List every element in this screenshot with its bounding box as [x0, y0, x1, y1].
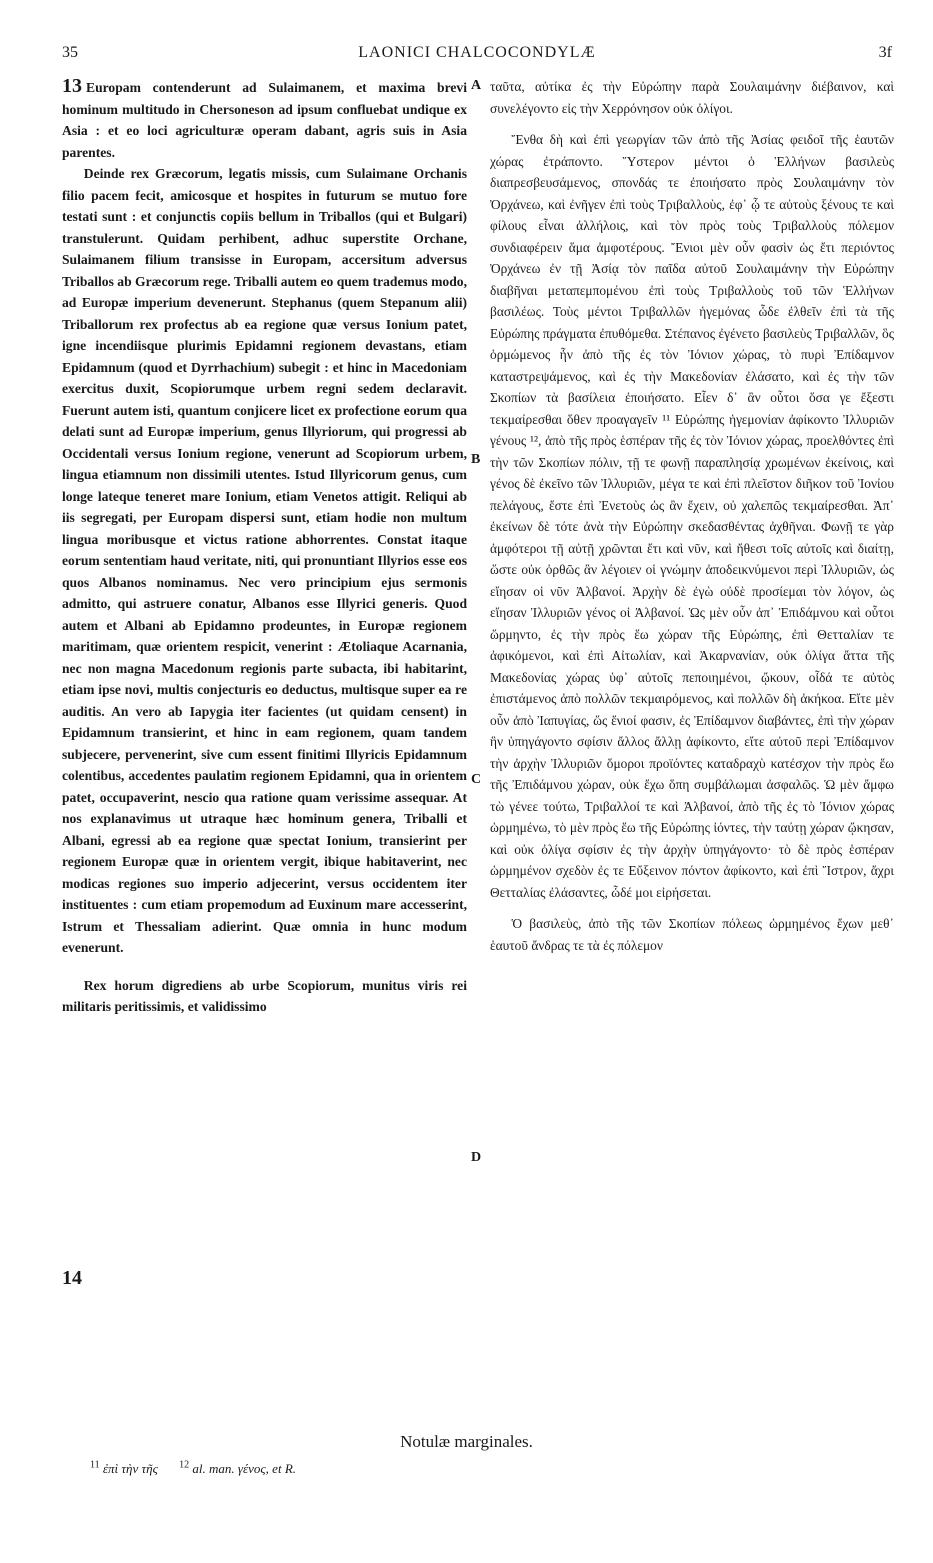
page-number-right: 3f: [878, 44, 892, 61]
note-marker: 11: [90, 1460, 100, 1471]
note-marker: 12: [179, 1460, 190, 1471]
greek-column: [490, 76, 894, 956]
greek-paragraph: Ἔνθα δὴ καὶ ἐπὶ γεωργίαν τῶν ἀπὸ τῆς Ἀσίας φειδοῖ τῆς ἑαυτῶν χώρας ἐτράποντο. Ὕστερον μέντοι ὁ Ἑλλήνων βασιλεὺς διαπρεσβευσάμενος, σπονδάς τε ἐποιήσατο πρὸς Σουλαιμάνην τὸν Ὀρχάνεω, καὶ ἐνῆγεν ἐπὶ τοὺς Τριβαλλοὺς, ἐφ᾽ ᾧ τε αὐτοὺς ξένους τε καὶ φίλους εἶναι ἀλλήλοις, καὶ τὸν πρὸς τοὺς Τριβαλλοὺς πόλεμον συνδιαφέρειν ἅμα ἀμφοτέρους. Ἔνιοι μὲν οὖν φασὶν ὡς ἔτι περιόντος Ὀρχάνεω ἐν τῇ Ἀσίᾳ τὸν παῖδα αὐτοῦ Σουλαιμάνην τὴν Εὐρώπην διαβῆναι μεταπεμπομένου ἐπὶ τοὺς Τριβαλλοὺς τοῦ τῶν Ἑλλήνων βασιλέως. Τοὺς μέντοι Τριβαλλῶν ἡγεμόνας ὧδε ἐλθεῖν ἐπὶ τὰ τῆς Εὐρώπης πράγματα ἐπυθόμεθα. Στέπανος ἐγένετο βασιλεὺς Τριβαλλῶν, ὃς ὁρμώμενος ἦν ἀπὸ τῆς ἐς τὸν Ἰόνιον χώρας, τὸ πυρὶ Ἐπίδαμνον καταστρεψάμενος, καὶ ἐς τὴν Μακεδονίαν ἐλάσατο, καὶ ἐς τὴν τῶν Σκοπίων τὰ βασίλεια ἐποιήσατο. Εἶεν δ᾽ ἂν οὗτοι ὅσα γε ἔξεστι τεκμαίρεσθαι ὅθεν προαγαγεῖν ¹¹ Εὐρώπης ἡγεμονίαν ἀφίκοντο Ἰλλυριῶν γένους ¹², ἀπὸ τῆς πρὸς ἑσπέραν τῆς ἐς τὸν Ἰόνιον χώρας, προελθόντες ἐπὶ τὴν τῶν Σκοπίων πόλιν, τῇ τε φωνῇ παραπλησίᾳ χρωμένων ἐκείνοις, καὶ γένος δὲ ἐκεῖνο τῶν Ἰλλυριῶν, μέγα τε καὶ ἐπὶ πλεῖστον διῆκον τοῦ Ἰονίου πελάγους, ἔστε ἐπὶ Ἐνετοὺς ὡς ἂν ἔχειν, οὐ χαλεπῶς τεκμαίρεσθαι. Ἀπ᾽ ἐκείνων δὲ τότε ἀνὰ τὴν Εὐρώπην σκεδασθέντας ἀχθῆναι. Φωνῇ τε γὰρ ἀμφότεροι τῇ αὐτῇ χρῶνται ἔτι καὶ νῦν, καὶ ἤθεσι τοῖς αὐτοῖς καὶ διαίτῃ, ὥστε οὐκ ὀρθῶς ἂν λέγοιεν οἱ γνώμην ἀποδεικνύμενοι περὶ Ἰλλυριῶν, ὡς εἴησαν οἱ νῦν Ἀλβανοί. Ἀρχὴν δὲ ἐγὼ οὐδὲ προσίεμαι τὸν λόγον, ὡς εἴησαν Ἰλλυριῶν γένος οἱ Ἀλβανοί. Ὡς μὲν οὖν ἀπ᾽ Ἐπιδάμνου καὶ οὗτοι ὥρμηντο, ἐς τὴν πρὸς ἕω χώραν τῆς Εὐρώπης, ἐπὶ Θετταλίαν τε ἀφικόμενοι, καὶ ἐπὶ Αἰτωλίαν, καὶ Ἀκαρνανίαν, οὐκ ὀλίγα ἄττα τῆς Μακεδονίας χώρας ὑφ᾽ αὑτοῖς πεποιημένοι, ᾤκουν, οἶδά τε αὐτὸς ἐπιστάμενος ἀπὸ πολλῶν τεκμαιρόμενος, καὶ πολλῶν δὴ ἀκήκοα. Εἴτε μὲν οὖν ἀπὸ Ἰαπυγίας, ὥς ἔνιοί φασιν, ἐς Ἐπίδαμνον διαβάντες, ἐπὶ τὴν χώραν ἣν ὑπηγάγοντο σφίσιν ἄλλος ἄλλῃ ἀφίκοντο, εἴτε αὐτοῦ περὶ Ἐπίδαμνον τὴν ἀρχὴν Ἰλλυριῶν ὅμοροι προϊόντες καταδραχὺ κατέσχον τὴν πρὸς ἕω τῆς Ἐπιδάμνου χώραν, οὐκ ἔχω ὅπη συμβάλωμαι ἀσφαλῶς. Ὡ μὲν ἄμφω τὼ γένεε τούτω, Τριβαλλοί τε καὶ Ἀλβανοί, ἀπὸ τῆς ἐς τὸ Ἰόνιον χώρας ὡρμημένω, τὸ μὲν πρὸς ἕω τῆς Εὐρώπης ἰόντες, τὴν ταύτῃ χώραν ᾤκησαν, καὶ οὐκ ὀλίγα σφίσιν ἐς τὴν ἀρχὴν ὑπηγάγοντο· τὸ δὲ πρὸς ἑσπέραν ὡρμημένον σχεδὸν ἐς τε Εὔξεινον πόντον ἀφίκοντο, καὶ ἐπὶ Ἴστρον, ἄχρι Θετταλίας ἐλάσαντες, ὧδέ μοι εἰρήσεται.: [490, 132, 894, 900]
note-11: [90, 1461, 158, 1476]
note-text: ἐπὶ τὴν τῆς: [102, 1461, 158, 1477]
page-number-left: 35: [62, 44, 78, 61]
marginal-notes: [90, 1460, 314, 1477]
page-header: [62, 44, 892, 70]
margin-letter: C: [471, 772, 482, 787]
margin-letter: D: [471, 1150, 482, 1165]
latin-column: [62, 76, 467, 1018]
latin-paragraph: Deinde rex Græcorum, legatis missis, cum Sulaimane Orchanis filio pacem fecit, amicosque et hospites in futurum se mutuo fore testati sunt : et conjunctis copiis bellum in Triballos (qui et Bulgari) transtulerunt. Quidam perhibent, adhuc superstite Orchane, Sulaimanem filium transisse in Europam, accersitum adversus Triballos ab Græcorum rege. Triballi autem eo quem trademus modo, ad Europæ imperium devenerunt. Stephanus (quem Stepanum alii) Triballorum rex profectus ab ea regione quæ versus Ionium patet, igne incendiisque plurimis Epidamni regionem devastans, etiam Epidamnum (quod et Dyrrhachium) subegit : et hinc in Macedoniam exercitus duxit, Scopiorumque urbem regni sedem declaravit. Fuerunt autem isti, quantum conjicere licet ex profectione eorum qua delati sunt ad Europæ imperium, genus Illyriorum, qui progressi ab Occidentali versus Ionium regione, venerunt ad Scopiorum urbem, lingua etiamnum non dissimili utentes. Istud Illyricorum genus, cum longe lateque teneret mare Ionium, etiam Venetos attigit. Reliqui ab iis segregati, per Europam dispersi sunt, etiam hodie non multum lingua moribusque et victus ratione abhorrentes. Constat itaque eorum sententiam haud veritate, niti, qui pronuntiant Illyrios esse eos quos Albanos nominamus. Nec vero principium ejus sermonis admitto, qui astruere conatur, Albanos esse Illyrici generis. Quod autem et Albani ab Epidamno prodeuntes, in Europæ regionem maritimam, quæ orientem respicit, venerint : Ætoliaque Acarnania, nec non magna Macedonum regionis parte subacta, ibi habitarint, etiam ipse novi, multis conjecturis eo deductus, multisque super ea re auditis. An vero ab Iapygia iter facientes (ut quidam censent) in Epidamnum transierint, et hinc in eam regionem, quam tandem subjecere, pervenerint, sive cum essent finitimi Illyricis Epidamnum colentibus, accedentes paulatim regionem Epidamni, qua in orientem patet, occupaverint, nescio qua ratione quam verissime assequar. At nos explanavimus ut utraque hæc hominum genera, Triballi et Albani, egressi ab ea regione quæ spectat Ionium, transierint per regionem Europæ quæ in orientem vergit, ibique habitaverint, nec modicas regiones suo imperio adjecerint, versus occidentem iter instituentes : cum etiam propemodum ad Euxinum mare accesserint, Istrum et Thessaliam adierint. Quæ omnia in hunc modum evenerunt.: [62, 166, 467, 955]
greek-paragraph: ταῦτα, αὐτίκα ἐς τὴν Εὐρώπην παρὰ Σουλαιμάνην διέβαινον, καὶ συνελέγοντο εἰς τὴν Χερρόνησον οὐκ ὀλίγοι.: [490, 79, 894, 116]
running-title: LAONICI CHALCOCONDYLÆ: [358, 44, 596, 61]
chapter-number: 14: [62, 1267, 82, 1289]
chapter-number: 13: [62, 75, 82, 97]
note-12: [179, 1461, 296, 1476]
margin-letter: B: [471, 452, 481, 467]
greek-paragraph: Ὁ βασιλεὺς, ἀπὸ τῆς τῶν Σκοπίων πόλεως ὡρμημένος ἔχων μεθ᾽ ἑαυτοῦ ἄνδρας τε τὰ ἐς πόλεμον: [490, 916, 894, 953]
note-text: al. man. γένος, et R.: [192, 1461, 297, 1477]
latin-paragraph: [62, 76, 467, 163]
notes-title: Notulæ marginales.: [400, 1432, 533, 1451]
latin-paragraph: Rex horum digrediens ab urbe Scopiorum, munitus viris rei militaris peritissimis, et validissimo: [62, 977, 467, 1014]
margin-letter: A: [471, 78, 482, 93]
latin-paragraph-text: Europam contenderunt ad Sulaimanem, et maxima brevi hominum multitudo in Chersoneson ad ipsum confluebat undique ex Asia : et eo loci agriculturæ operam dabant, agris suis in Asia parentes.: [62, 80, 467, 160]
